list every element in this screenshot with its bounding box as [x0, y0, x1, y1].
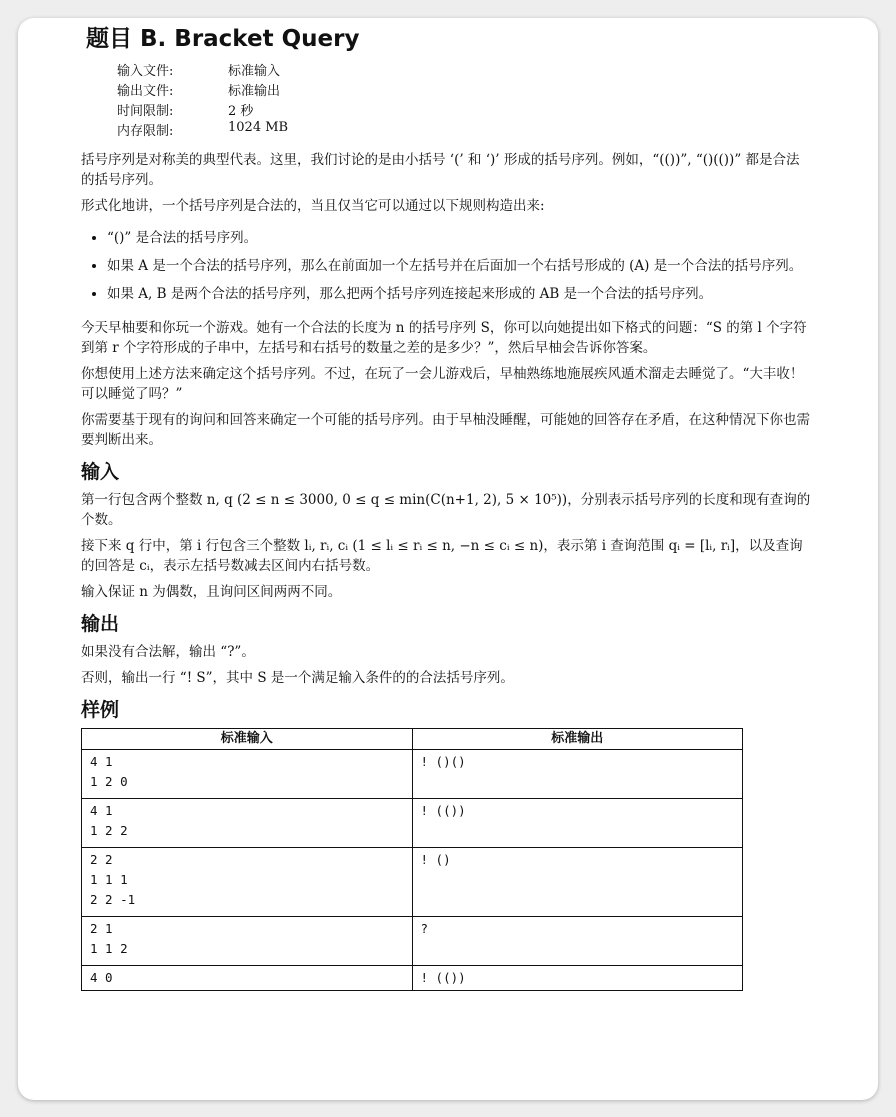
statement-paragraph: 你需要基于现有的询问和回答来确定一个可能的括号序列。由于早柚没睡醒，可能她的回答存在矛盾，在这种情况下你也需要判断出来。 [81, 412, 810, 448]
example-input[interactable]: 2 1 1 1 2 [82, 917, 413, 966]
examples-heading: 样例 [81, 699, 120, 721]
statement-paragraph: 你想使用上述方法来确定这个括号序列。不过，在玩了一会儿游戏后，早柚熟练地施展疾风遁术溜走去睡觉了。“大丰收！可以睡觉了吗？” [81, 366, 804, 402]
meta-time-limit: 时间限制: 2 秒 [117, 104, 254, 119]
rule-item: • “()” 是合法的括号序列。 [107, 228, 811, 248]
statement-paragraph: 括号序列是对称美的典型代表。这里，我们讨论的是由小括号 ‘(’ 和 ‘)’ 形成的括号序列。例如，“(())”, “()(())” 都是合法的括号序列。 [81, 152, 800, 188]
input-heading: 输入 [81, 461, 120, 483]
meta-input-file: 输入文件: 标准输入 [117, 64, 281, 79]
column-header-input: 标准输入 [82, 729, 413, 750]
statement-paragraph: 形式化地讲，一个括号序列是合法的，当且仅当它可以通过以下规则构造出来: [81, 198, 545, 214]
examples-table [81, 728, 743, 991]
example-input[interactable]: 4 1 1 2 0 [82, 750, 413, 799]
input-paragraph: 输入保证 n 为偶数，且询问区间两两不同。 [81, 584, 342, 600]
problem-content [81, 150, 811, 991]
example-output[interactable]: ! () [412, 848, 743, 917]
meta-output-file: 输出文件: 标准输出 [117, 84, 281, 99]
table-row [82, 750, 743, 799]
example-input[interactable]: 2 2 1 1 1 2 2 -1 [82, 848, 413, 917]
problem-meta [117, 60, 288, 140]
table-row [82, 966, 743, 991]
table-row [82, 848, 743, 917]
output-paragraph: 如果没有合法解，输出 “?”。 [81, 644, 255, 660]
statement-paragraph: 今天早柚要和你玩一个游戏。她有一个合法的长度为 n 的括号序列 S，你可以向她提出如下格式的问题：“S 的第 l 个字符到第 r 个字符形成的子串中，左括号和右括号的数量之差的是多少？”，然后早柚会告诉你答案。 [81, 320, 807, 356]
meta-memory-limit: 内存限制: 1024 MB [117, 120, 289, 139]
table-header-row [82, 729, 743, 750]
example-output[interactable]: ! (()) [412, 966, 743, 991]
table-row [82, 917, 743, 966]
example-input[interactable]: 4 0 [82, 966, 413, 991]
example-output[interactable]: ? [412, 917, 743, 966]
input-paragraph: 接下来 q 行中，第 i 行包含三个整数 lᵢ, rᵢ, cᵢ (1 ≤ lᵢ ≤ rᵢ ≤ n, −n ≤ cᵢ ≤ n)，表示第 i 查询范围 qᵢ = [lᵢ, rᵢ]，以及查询的回答是 cᵢ，表示左括号数减去区间内右括号数。 [81, 538, 803, 574]
output-heading: 输出 [81, 613, 120, 635]
problem-title: 题目 B. Bracket Query [86, 26, 360, 52]
rule-item: • 如果 A, B 是两个合法的括号序列，那么把两个括号序列连接起来形成的 AB 是一个合法的括号序列。 [107, 284, 811, 304]
rules-list [81, 228, 811, 304]
example-input[interactable]: 4 1 1 2 2 [82, 799, 413, 848]
rule-item: • 如果 A 是一个合法的括号序列，那么在前面加一个左括号并在后面加一个右括号形成的 (A) 是一个合法的括号序列。 [107, 256, 811, 276]
table-row [82, 799, 743, 848]
output-paragraph: 否则，输出一行 “! S”，其中 S 是一个满足输入条件的的合法括号序列。 [81, 670, 514, 686]
input-paragraph: 第一行包含两个整数 n, q (2 ≤ n ≤ 3000, 0 ≤ q ≤ min(C(n+1, 2), 5 × 10⁵))，分别表示括号序列的长度和现有查询的个数。 [81, 492, 811, 528]
example-output[interactable]: ! ()() [412, 750, 743, 799]
example-output[interactable]: ! (()) [412, 799, 743, 848]
column-header-output: 标准输出 [412, 729, 743, 750]
